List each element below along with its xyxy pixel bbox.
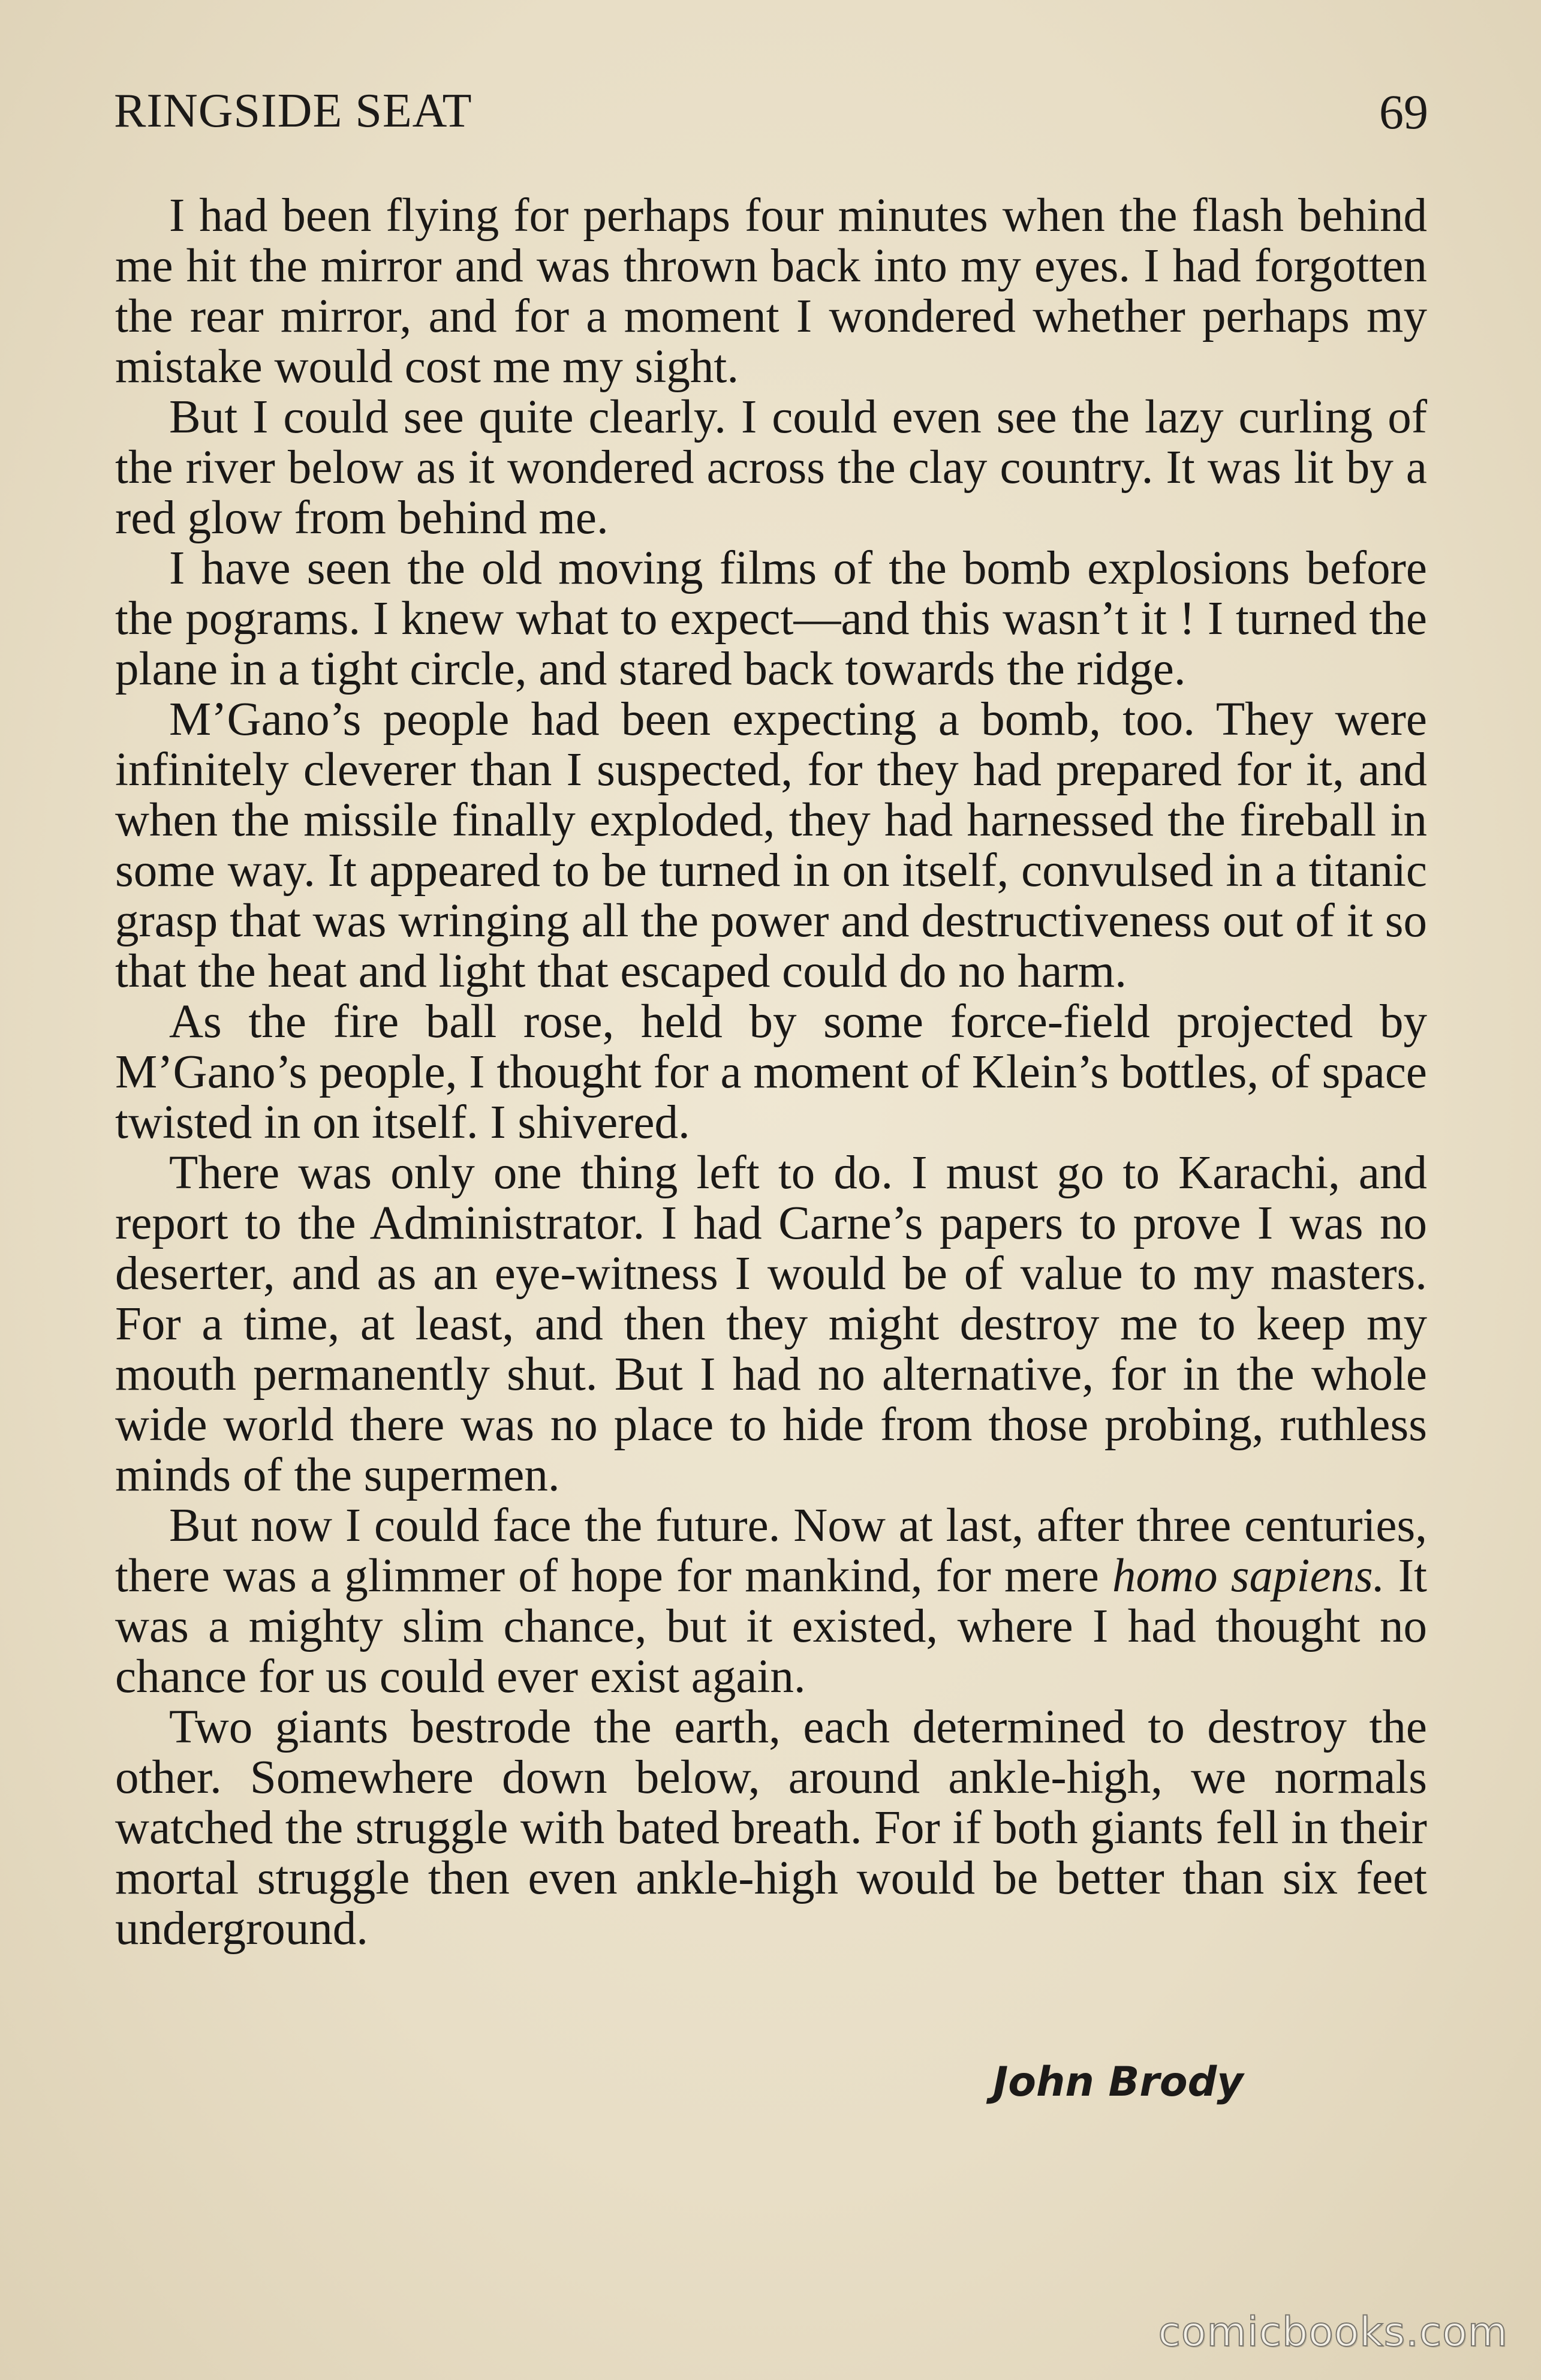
paragraph-4: M’Gano’s people had been expecting a bomb, too. They were infinitely cleverer than I suspected, for they had prepared for it, and when the missile finally exploded, they had harnessed the fireball in some way. It appeared to be turned in on itself, convulsed in a titanic grasp that was wringing all the power and destructiveness out of it so that the heat and light that escaped could do no harm.: [115, 693, 1427, 997]
paragraph-7: [115, 1501, 1427, 1702]
story-body: [115, 191, 1427, 1954]
paragraph-5: As the fire ball rose, held by some force-field projected by M’Gano’s people, I thought for a moment of Klein’s bottles, of space twisted in on itself. I shivered.: [115, 996, 1427, 1149]
author-signature: John Brody: [993, 2059, 1244, 2106]
paragraph-1: I had been flying for perhaps four minutes when the flash behind me hit the mirror and was thrown back into my eyes. I had forgotten the rear mirror, and for a moment I wondered whether perhaps my mistake would cost me my sight.: [115, 190, 1427, 393]
site-watermark: comicbooks.com: [1158, 2309, 1508, 2356]
paragraph-3: I have seen the old moving films of the bomb explosions before the pograms. I knew what to expect—and this wasn’t it ! I turned the plane in a tight circle, and stared back towards the ridge.: [115, 542, 1427, 695]
paragraph-2: But I could see quite clearly. I could even see the lazy curling of the river below as it wondered across the clay country. It was lit by a red glow from behind me.: [115, 391, 1427, 544]
page-number: 69: [1379, 85, 1428, 139]
running-head: RINGSIDE SEAT: [114, 85, 472, 137]
paragraph-7-start: But now I could face the future. Now at last, after three centuries, there was a glimmer of hope for mankind, for mere: [115, 1499, 1427, 1602]
paragraph-6: There was only one thing left to do. I must go to Karachi, and report to the Administrator. I had Carne’s papers to prove I was no deserter, and as an eye-witness I would be of value to my masters. For a time, at least, and then they might destroy me to keep my mouth permanently shut. But I had no alternative, for in the whole wide world there was no place to hide from those probing, ruthless minds of the supermen.: [115, 1147, 1427, 1501]
page-header: [114, 84, 1428, 150]
paragraph-7-italic: homo sapiens.: [1112, 1550, 1385, 1602]
paragraph-8: Two giants bestrode the earth, each determined to destroy the other. Somewhere down below, around ankle-high, we normals watched the struggle with bated breath. For if both giants fell in their mortal struggle then even ankle-high would be better than six feet underground.: [115, 1701, 1427, 1955]
paragraph-7-end: It was a mighty slim chance, but it existed, where I had thought no chance for us could ever exist again.: [115, 1550, 1427, 1703]
